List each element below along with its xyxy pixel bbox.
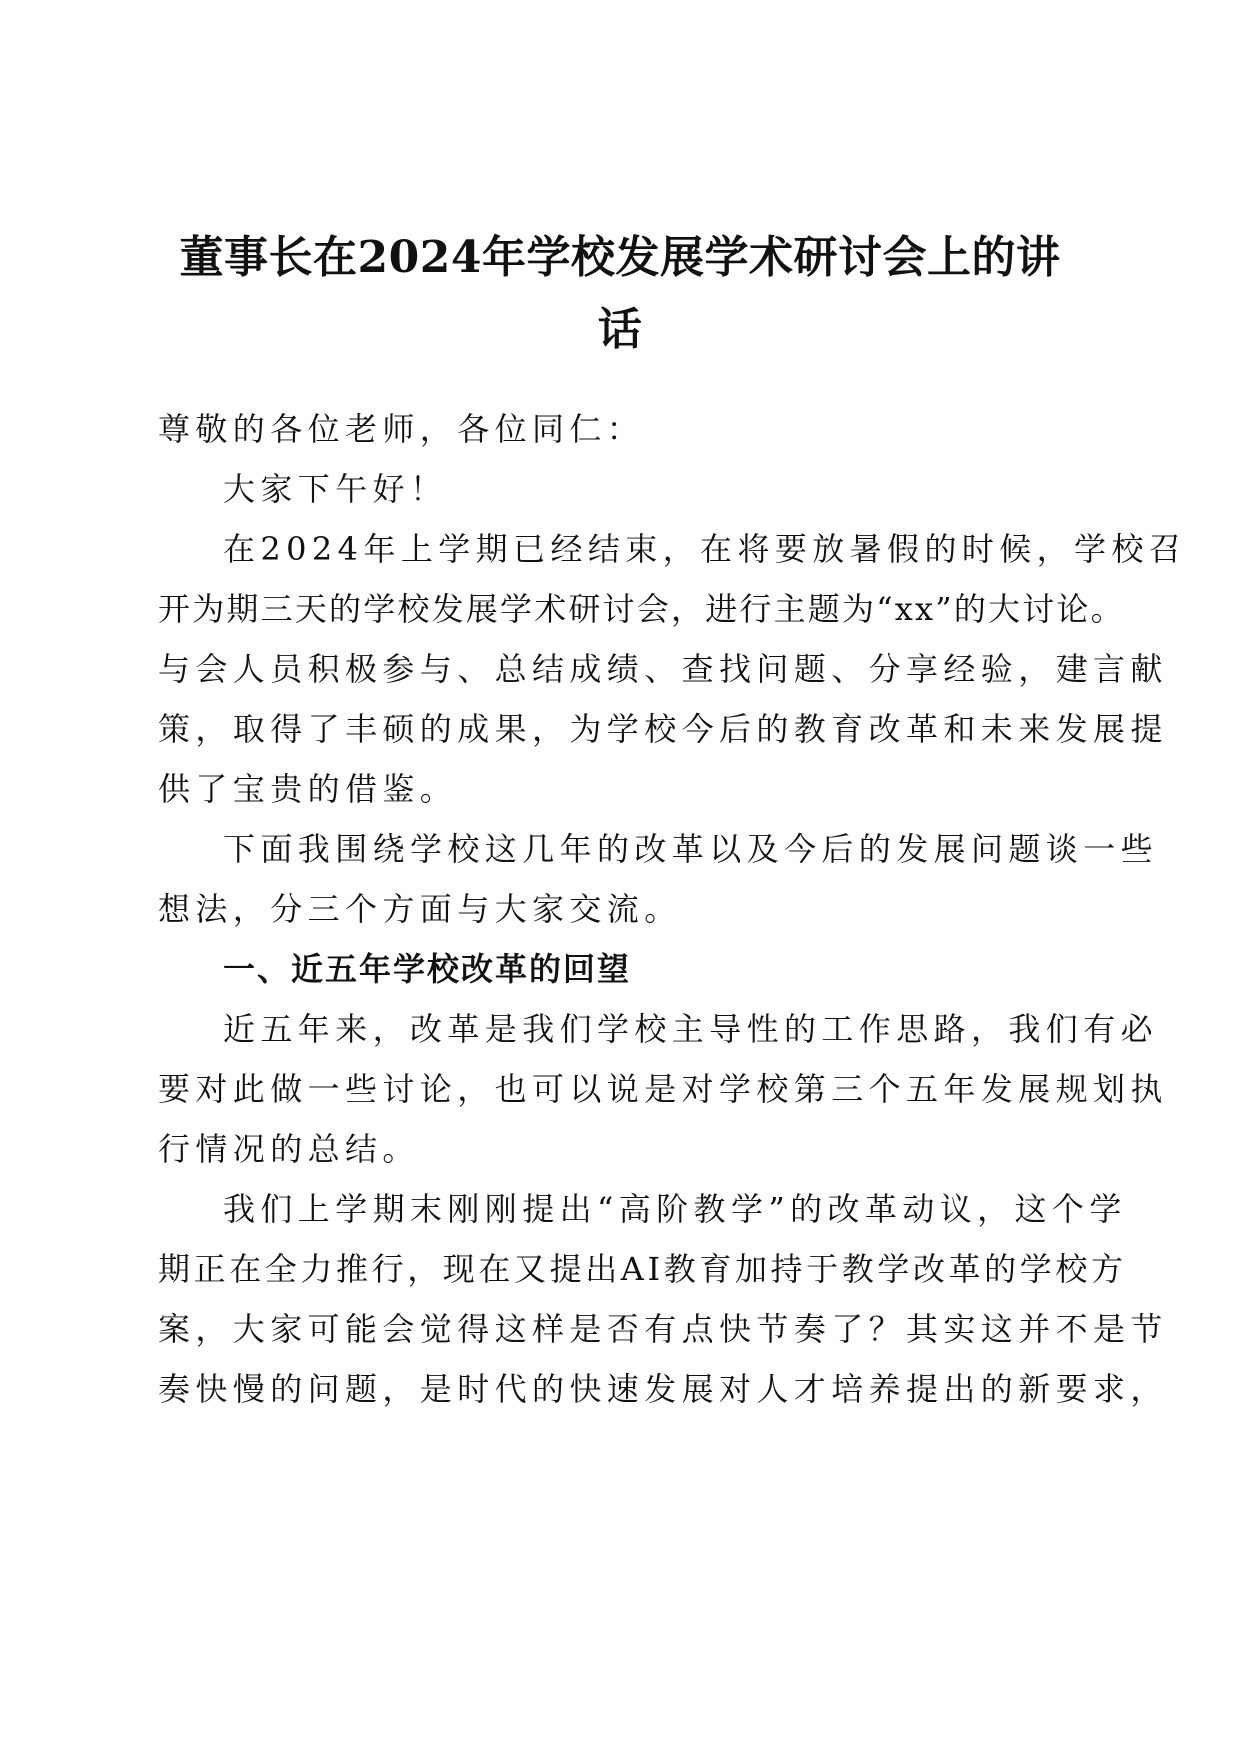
paragraph-3-line-2: 要对此做一些讨论，也可以说是对学校第三个五年发展规划执 — [158, 1070, 1168, 1108]
paragraph-4-line-4: 奏快慢的问题，是时代的快速发展对人才培养提出的新要求， — [158, 1370, 1168, 1408]
document-title — [150, 222, 1090, 366]
paragraph-1-line-3: 与会人员积极参与、总结成绩、查找问题、分享经验，建言献 — [158, 650, 1168, 688]
paragraph-1-line-1: 在2024年上学期已经结束，在将要放暑假的时候，学校召 — [223, 530, 1187, 568]
paragraph-4-line-2: 期正在全力推行，现在又提出AI教育加持于教学改革的学校方 — [158, 1250, 1127, 1288]
paragraph-2-line-2: 想法，分三个方面与大家交流。 — [158, 890, 682, 928]
section-heading-1: 一、近五年学校改革的回望 — [223, 950, 632, 988]
paragraph-3-line-1: 近五年来，改革是我们学校主导性的工作思路，我们有必 — [223, 1010, 1159, 1048]
paragraph-3-line-3: 行情况的总结。 — [158, 1130, 420, 1168]
paragraph-1-line-4: 策，取得了丰硕的成果，为学校今后的教育改革和未来发展提 — [158, 710, 1168, 748]
paragraph-4-line-1: 我们上学期末刚刚提出“高阶教学”的改革动议，这个学 — [223, 1190, 1127, 1228]
paragraph-1-line-2: 开为期三天的学校发展学术研讨会，进行主题为“xx”的大讨论。 — [158, 590, 1125, 628]
paragraph-4-line-3: 案，大家可能会觉得这样是否有点快节奏了？其实这并不是节 — [158, 1310, 1168, 1348]
greeting: 大家下午好！ — [223, 470, 448, 508]
paragraph-1-line-5: 供了宝贵的借鉴。 — [158, 770, 458, 808]
salutation: 尊敬的各位老师，各位同仁： — [158, 410, 645, 448]
paragraph-2-line-1: 下面我围绕学校这几年的改革以及今后的发展问题谈一些 — [223, 830, 1159, 868]
title-line-2: 话 — [597, 304, 643, 355]
title-line-1: 董事长在2024年学校发展学术研讨会上的讲 — [179, 232, 1061, 283]
